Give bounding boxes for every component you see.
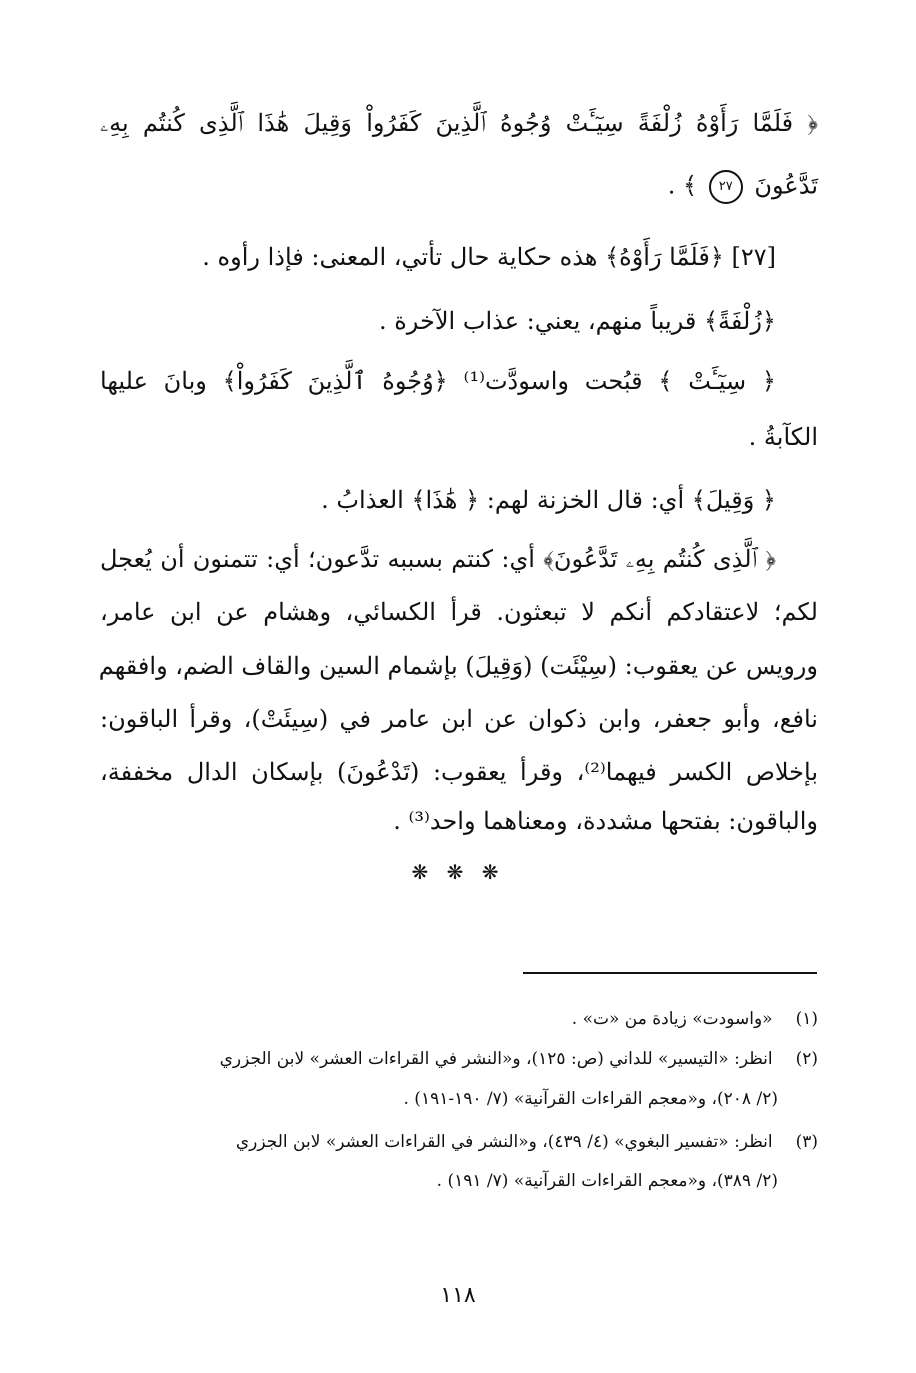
footnote-3-number: (٣) — [795, 1132, 818, 1152]
footnote-1-number: (١) — [795, 1009, 818, 1029]
commentary-p5-line4: نافع، وأبو جعفر، وابن ذكوان عن ابن عامر في (سِيئَتْ)، وقرأ الباقون: — [100, 705, 818, 733]
commentary-p3-line1: ﴿ سِيٓـَٔتْ ﴾ قبُحت واسودَّت⁽¹⁾ ﴿وُجُوهُ ٱلَّذِينَ كَفَرُواْ﴾ وبانَ عليها — [100, 367, 776, 395]
commentary-p5-line1: ﴿ ٱلَّذِى كُنتُم بِهِۦ تَدَّعُونَ﴾ أي: كنتم بسببه تدَّعون؛ أي: تتمنون أن يُعجل — [100, 545, 776, 573]
footnote-1-text: «واسودت» زيادة من «ت» . — [571, 1009, 773, 1029]
footnote-2-line2: (٢/ ٢٠٨)، و«معجم القراءات القرآنية» (٧/ ١٩٠-١٩١) . — [403, 1089, 778, 1109]
page-number: ١١٨ — [440, 1283, 476, 1308]
footnote-3-line2: (٢/ ٣٨٩)، و«معجم القراءات القرآنية» (٧/ ١٩١) . — [436, 1171, 778, 1191]
commentary-p3-line2: الكآبةُ . — [748, 423, 818, 451]
commentary-p4: ﴿ وَقِيلَ﴾ أي: قال الخزنة لهم: ﴿ هَٰذَا﴾ العذابُ . — [321, 486, 776, 514]
footnote-rule — [523, 972, 817, 974]
commentary-p2: ﴿زُلْفَةً﴾ قريباً منهم، يعني: عذاب الآخرة . — [378, 307, 776, 335]
footnote-1 — [100, 1008, 818, 1030]
footnote-3 — [100, 1131, 818, 1153]
commentary-p5-line5: بإخلاص الكسر فيهما⁽²⁾، وقرأ يعقوب: (تَدْعُونَ) بإسكان الدال مخففة، — [100, 758, 818, 786]
verse-line-1: ﴿ فَلَمَّا رَأَوْهُ زُلْفَةً سِيٓـَٔتْ وُجُوهُ ٱلَّذِينَ كَفَرُواْ وَقِيلَ هَٰذَا ٱلَّذِى كُنتُم بِهِۦ — [100, 109, 818, 137]
commentary-p5-line3: ورويس عن يعقوب: (سِيْئَت) (وَقِيلَ) بإشمام السين والقاف الضم، وافقهم — [98, 652, 818, 680]
footnote-2-number: (٢) — [795, 1049, 818, 1069]
footnote-3-text-line1: انظر: «تفسير البغوي» (٤/ ٤٣٩)، و«النشر في القراءات العشر» لابن الجزري — [235, 1132, 773, 1152]
verse-line-2-end: ﴾ . — [667, 171, 698, 200]
commentary-p5-line6: والباقون: بفتحها مشددة، ومعناهما واحد⁽³⁾ . — [393, 807, 818, 835]
verse-line-2-text: تَدَّعُونَ — [754, 171, 818, 200]
commentary-p1: [٢٧] ﴿فَلَمَّا رَأَوْهُ﴾ هذه حكاية حال تأتي، المعنى: فإذا رأوه . — [202, 243, 776, 271]
ayah-number-marker: ٢٧ — [709, 170, 743, 204]
footnote-2 — [100, 1048, 818, 1070]
commentary-p5-line2: لكم؛ لاعتقادكم أنكم لا تبعثون. قرأ الكسائي، وهشام عن ابن عامر، — [100, 598, 818, 626]
verse-line-2 — [100, 170, 818, 204]
footnote-2-text-line1: انظر: «التيسير» للداني (ص: ١٢٥)، و«النشر في القراءات العشر» لابن الجزري — [219, 1049, 773, 1069]
section-separator: ❋ ❋ ❋ — [411, 860, 505, 884]
